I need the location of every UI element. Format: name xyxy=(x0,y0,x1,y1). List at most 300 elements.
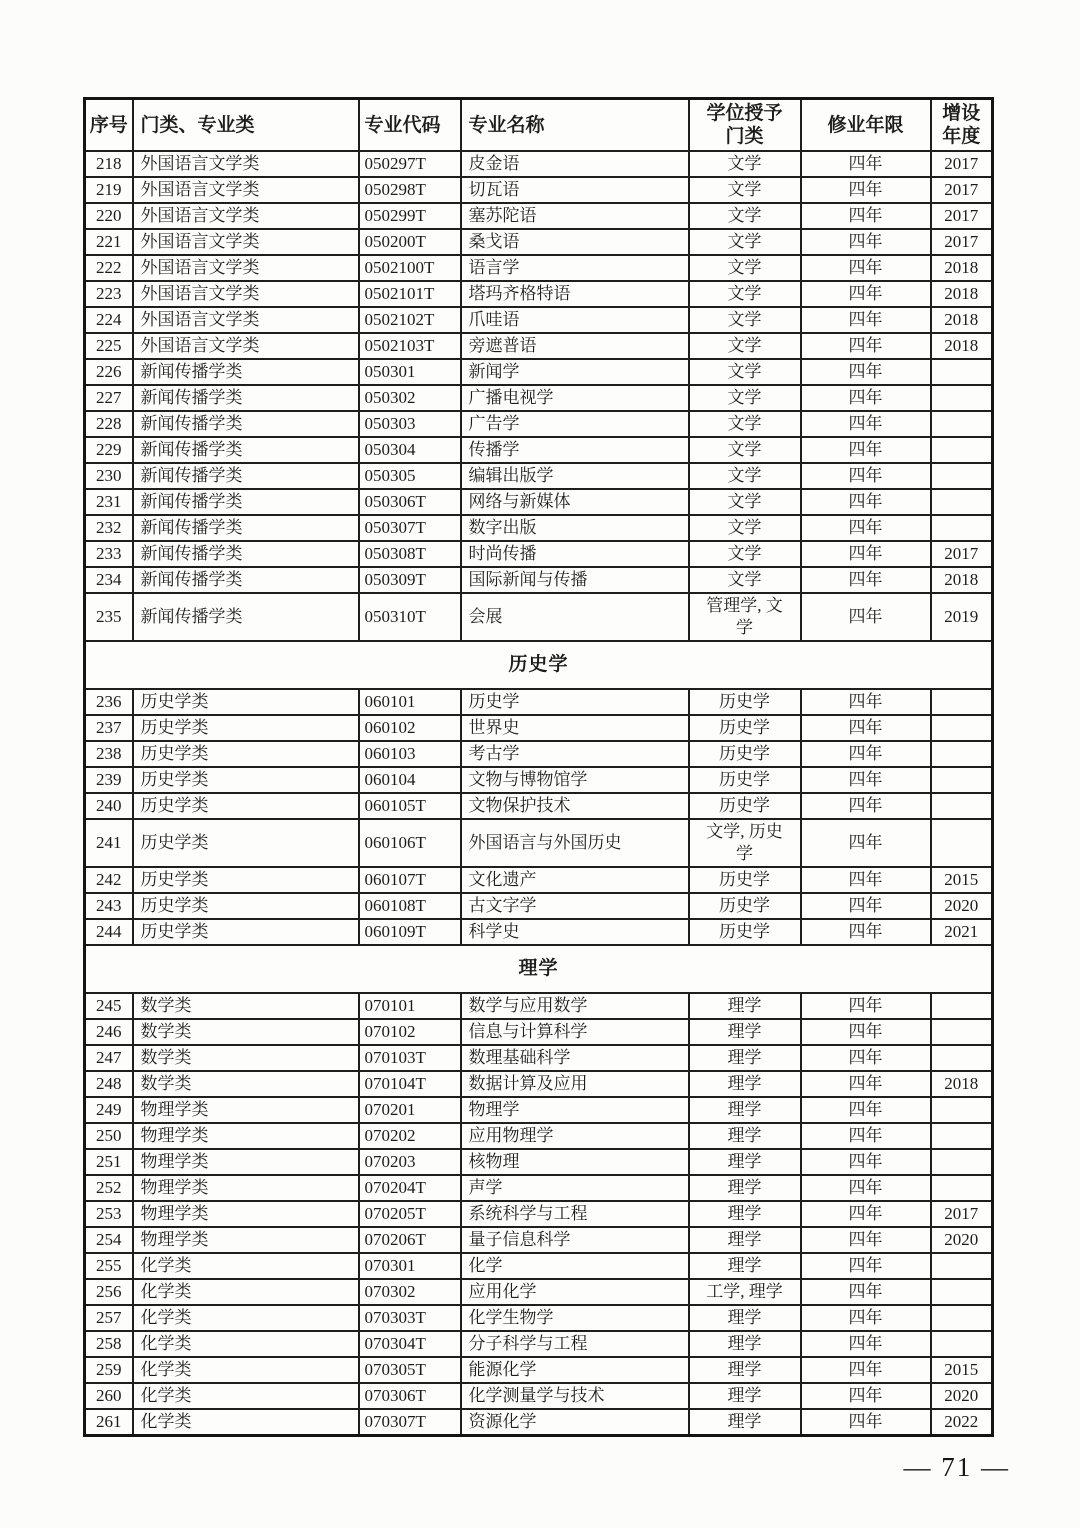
cell-added xyxy=(931,1123,993,1149)
cell-degree: 历史学 xyxy=(689,689,801,715)
cell-years: 四年 xyxy=(801,893,931,919)
column-header-name: 专业名称 xyxy=(461,99,689,152)
cell-no: 239 xyxy=(85,767,133,793)
cell-category: 历史学类 xyxy=(133,819,359,867)
cell-years: 四年 xyxy=(801,177,931,203)
cell-no: 244 xyxy=(85,919,133,945)
cell-added: 2018 xyxy=(931,567,993,593)
cell-added xyxy=(931,1045,993,1071)
cell-added: 2017 xyxy=(931,177,993,203)
cell-name: 声学 xyxy=(461,1175,689,1201)
table-row-239 xyxy=(85,767,993,793)
cell-category: 外国语言文学类 xyxy=(133,281,359,307)
cell-name: 科学史 xyxy=(461,919,689,945)
cell-degree: 历史学 xyxy=(689,741,801,767)
cell-added xyxy=(931,689,993,715)
cell-name: 时尚传播 xyxy=(461,541,689,567)
cell-degree: 文学 xyxy=(689,489,801,515)
cell-added xyxy=(931,793,993,819)
cell-added xyxy=(931,1253,993,1279)
table-row-218 xyxy=(85,151,993,177)
column-header-code: 专业代码 xyxy=(359,99,461,152)
cell-years: 四年 xyxy=(801,793,931,819)
cell-no: 224 xyxy=(85,307,133,333)
cell-category: 物理学类 xyxy=(133,1149,359,1175)
column-header-added: 增设年度 xyxy=(931,99,993,152)
cell-no: 220 xyxy=(85,203,133,229)
cell-degree: 理学 xyxy=(689,1357,801,1383)
cell-category: 新闻传播学类 xyxy=(133,463,359,489)
cell-degree: 文学 xyxy=(689,411,801,437)
cell-degree: 文学 xyxy=(689,229,801,255)
cell-degree: 历史学 xyxy=(689,867,801,893)
cell-years: 四年 xyxy=(801,489,931,515)
table-row-248 xyxy=(85,1071,993,1097)
cell-degree: 理学 xyxy=(689,1201,801,1227)
cell-category: 化学类 xyxy=(133,1357,359,1383)
cell-years: 四年 xyxy=(801,1279,931,1305)
cell-code: 0502102T xyxy=(359,307,461,333)
cell-no: 249 xyxy=(85,1097,133,1123)
cell-added xyxy=(931,489,993,515)
cell-name: 化学测量学与技术 xyxy=(461,1383,689,1409)
cell-category: 历史学类 xyxy=(133,919,359,945)
cell-code: 070103T xyxy=(359,1045,461,1071)
cell-degree: 文学 xyxy=(689,177,801,203)
cell-category: 化学类 xyxy=(133,1331,359,1357)
cell-years: 四年 xyxy=(801,229,931,255)
cell-no: 234 xyxy=(85,567,133,593)
table-row-237 xyxy=(85,715,993,741)
table-row-241 xyxy=(85,819,993,867)
cell-degree: 文学 xyxy=(689,385,801,411)
table-row-225 xyxy=(85,333,993,359)
cell-category: 外国语言文学类 xyxy=(133,333,359,359)
cell-name: 爪哇语 xyxy=(461,307,689,333)
cell-code: 050299T xyxy=(359,203,461,229)
cell-no: 247 xyxy=(85,1045,133,1071)
table-header xyxy=(85,99,993,152)
cell-code: 050302 xyxy=(359,385,461,411)
cell-degree: 文学 xyxy=(689,307,801,333)
cell-degree: 理学 xyxy=(689,1019,801,1045)
cell-years: 四年 xyxy=(801,1071,931,1097)
cell-years: 四年 xyxy=(801,385,931,411)
cell-category: 化学类 xyxy=(133,1305,359,1331)
cell-name: 切瓦语 xyxy=(461,177,689,203)
cell-code: 070302 xyxy=(359,1279,461,1305)
table-row-246 xyxy=(85,1019,993,1045)
cell-years: 四年 xyxy=(801,767,931,793)
cell-added: 2017 xyxy=(931,541,993,567)
cell-degree: 文学 xyxy=(689,255,801,281)
cell-code: 0502101T xyxy=(359,281,461,307)
cell-name: 国际新闻与传播 xyxy=(461,567,689,593)
cell-degree: 理学 xyxy=(689,993,801,1019)
table-row-233 xyxy=(85,541,993,567)
cell-category: 外国语言文学类 xyxy=(133,229,359,255)
cell-name: 编辑出版学 xyxy=(461,463,689,489)
cell-name: 分子科学与工程 xyxy=(461,1331,689,1357)
cell-years: 四年 xyxy=(801,689,931,715)
cell-category: 数学类 xyxy=(133,1019,359,1045)
cell-no: 246 xyxy=(85,1019,133,1045)
cell-years: 四年 xyxy=(801,515,931,541)
cell-code: 050297T xyxy=(359,151,461,177)
cell-code: 050301 xyxy=(359,359,461,385)
cell-degree: 文学 xyxy=(689,151,801,177)
table-row-242 xyxy=(85,867,993,893)
cell-category: 历史学类 xyxy=(133,767,359,793)
cell-added xyxy=(931,1019,993,1045)
cell-added: 2020 xyxy=(931,1227,993,1253)
cell-code: 070306T xyxy=(359,1383,461,1409)
cell-code: 070305T xyxy=(359,1357,461,1383)
cell-code: 050305 xyxy=(359,463,461,489)
cell-name: 塔玛齐格特语 xyxy=(461,281,689,307)
cell-no: 235 xyxy=(85,593,133,641)
cell-degree: 理学 xyxy=(689,1409,801,1436)
cell-no: 236 xyxy=(85,689,133,715)
cell-no: 256 xyxy=(85,1279,133,1305)
cell-added: 2017 xyxy=(931,151,993,177)
cell-code: 070301 xyxy=(359,1253,461,1279)
cell-code: 070104T xyxy=(359,1071,461,1097)
cell-code: 0502103T xyxy=(359,333,461,359)
cell-degree: 理学 xyxy=(689,1331,801,1357)
cell-years: 四年 xyxy=(801,203,931,229)
table-row-247 xyxy=(85,1045,993,1071)
cell-category: 数学类 xyxy=(133,1045,359,1071)
cell-added: 2020 xyxy=(931,1383,993,1409)
cell-years: 四年 xyxy=(801,1201,931,1227)
cell-no: 253 xyxy=(85,1201,133,1227)
cell-name: 文物与博物馆学 xyxy=(461,767,689,793)
cell-degree: 文学 xyxy=(689,203,801,229)
table-row-223 xyxy=(85,281,993,307)
cell-code: 050303 xyxy=(359,411,461,437)
cell-added xyxy=(931,1149,993,1175)
cell-years: 四年 xyxy=(801,1253,931,1279)
cell-code: 050306T xyxy=(359,489,461,515)
cell-years: 四年 xyxy=(801,1331,931,1357)
cell-code: 050309T xyxy=(359,567,461,593)
cell-degree: 文学 xyxy=(689,463,801,489)
cell-added: 2021 xyxy=(931,919,993,945)
cell-years: 四年 xyxy=(801,741,931,767)
table-header-row xyxy=(85,99,993,152)
cell-category: 历史学类 xyxy=(133,741,359,767)
cell-name: 桑戈语 xyxy=(461,229,689,255)
cell-code: 070303T xyxy=(359,1305,461,1331)
majors-table xyxy=(83,97,994,1437)
cell-category: 外国语言文学类 xyxy=(133,255,359,281)
cell-years: 四年 xyxy=(801,1305,931,1331)
cell-added: 2015 xyxy=(931,1357,993,1383)
cell-years: 四年 xyxy=(801,411,931,437)
cell-category: 新闻传播学类 xyxy=(133,541,359,567)
cell-years: 四年 xyxy=(801,567,931,593)
cell-years: 四年 xyxy=(801,1357,931,1383)
cell-degree: 理学 xyxy=(689,1383,801,1409)
cell-code: 060103 xyxy=(359,741,461,767)
cell-years: 四年 xyxy=(801,819,931,867)
cell-added: 2018 xyxy=(931,307,993,333)
cell-code: 050308T xyxy=(359,541,461,567)
cell-years: 四年 xyxy=(801,993,931,1019)
cell-no: 243 xyxy=(85,893,133,919)
table-row-226 xyxy=(85,359,993,385)
table-row-257 xyxy=(85,1305,993,1331)
cell-years: 四年 xyxy=(801,359,931,385)
cell-no: 226 xyxy=(85,359,133,385)
cell-degree: 历史学 xyxy=(689,793,801,819)
cell-years: 四年 xyxy=(801,151,931,177)
table-row-259 xyxy=(85,1357,993,1383)
table-row-231 xyxy=(85,489,993,515)
cell-degree: 历史学 xyxy=(689,893,801,919)
cell-no: 228 xyxy=(85,411,133,437)
cell-name: 信息与计算科学 xyxy=(461,1019,689,1045)
cell-name: 数学与应用数学 xyxy=(461,993,689,1019)
table-row-220 xyxy=(85,203,993,229)
cell-category: 历史学类 xyxy=(133,867,359,893)
cell-code: 070101 xyxy=(359,993,461,1019)
cell-name: 考古学 xyxy=(461,741,689,767)
cell-degree: 理学 xyxy=(689,1227,801,1253)
cell-added: 2018 xyxy=(931,333,993,359)
cell-added: 2018 xyxy=(931,1071,993,1097)
cell-added xyxy=(931,1331,993,1357)
cell-name: 新闻学 xyxy=(461,359,689,385)
cell-added xyxy=(931,741,993,767)
cell-no: 252 xyxy=(85,1175,133,1201)
cell-category: 物理学类 xyxy=(133,1123,359,1149)
cell-category: 数学类 xyxy=(133,993,359,1019)
cell-category: 化学类 xyxy=(133,1253,359,1279)
cell-no: 229 xyxy=(85,437,133,463)
cell-years: 四年 xyxy=(801,919,931,945)
table-row-234 xyxy=(85,567,993,593)
cell-name: 数理基础科学 xyxy=(461,1045,689,1071)
cell-category: 数学类 xyxy=(133,1071,359,1097)
cell-no: 258 xyxy=(85,1331,133,1357)
cell-no: 259 xyxy=(85,1357,133,1383)
cell-added xyxy=(931,819,993,867)
cell-years: 四年 xyxy=(801,1149,931,1175)
cell-category: 新闻传播学类 xyxy=(133,489,359,515)
cell-code: 060101 xyxy=(359,689,461,715)
cell-no: 241 xyxy=(85,819,133,867)
cell-added: 2019 xyxy=(931,593,993,641)
cell-degree: 文学 xyxy=(689,567,801,593)
cell-category: 化学类 xyxy=(133,1279,359,1305)
cell-no: 233 xyxy=(85,541,133,567)
cell-name: 应用化学 xyxy=(461,1279,689,1305)
cell-name: 系统科学与工程 xyxy=(461,1201,689,1227)
cell-name: 皮金语 xyxy=(461,151,689,177)
table-row-232 xyxy=(85,515,993,541)
table-row-254 xyxy=(85,1227,993,1253)
cell-code: 070205T xyxy=(359,1201,461,1227)
section-row xyxy=(85,945,993,993)
cell-added xyxy=(931,515,993,541)
cell-code: 060106T xyxy=(359,819,461,867)
cell-added: 2022 xyxy=(931,1409,993,1436)
table-row-258 xyxy=(85,1331,993,1357)
table-row-229 xyxy=(85,437,993,463)
cell-years: 四年 xyxy=(801,715,931,741)
cell-degree: 文学 xyxy=(689,437,801,463)
cell-years: 四年 xyxy=(801,1383,931,1409)
cell-degree: 理学 xyxy=(689,1123,801,1149)
cell-added xyxy=(931,385,993,411)
cell-no: 238 xyxy=(85,741,133,767)
cell-degree: 理学 xyxy=(689,1097,801,1123)
cell-added xyxy=(931,411,993,437)
cell-degree: 理学 xyxy=(689,1175,801,1201)
cell-years: 四年 xyxy=(801,593,931,641)
cell-no: 219 xyxy=(85,177,133,203)
section-title: 历史学 xyxy=(85,641,993,689)
cell-no: 250 xyxy=(85,1123,133,1149)
cell-degree: 历史学 xyxy=(689,919,801,945)
cell-code: 050310T xyxy=(359,593,461,641)
cell-code: 060108T xyxy=(359,893,461,919)
cell-degree: 工学, 理学 xyxy=(689,1279,801,1305)
table-row-221 xyxy=(85,229,993,255)
table-row-250 xyxy=(85,1123,993,1149)
section-row xyxy=(85,641,993,689)
cell-years: 四年 xyxy=(801,307,931,333)
cell-no: 227 xyxy=(85,385,133,411)
cell-category: 物理学类 xyxy=(133,1097,359,1123)
cell-no: 248 xyxy=(85,1071,133,1097)
cell-name: 核物理 xyxy=(461,1149,689,1175)
cell-category: 新闻传播学类 xyxy=(133,437,359,463)
cell-category: 物理学类 xyxy=(133,1201,359,1227)
column-header-category: 门类、专业类 xyxy=(133,99,359,152)
cell-code: 070304T xyxy=(359,1331,461,1357)
cell-name: 网络与新媒体 xyxy=(461,489,689,515)
cell-name: 应用物理学 xyxy=(461,1123,689,1149)
table-row-251 xyxy=(85,1149,993,1175)
cell-category: 外国语言文学类 xyxy=(133,203,359,229)
cell-category: 历史学类 xyxy=(133,689,359,715)
table-row-256 xyxy=(85,1279,993,1305)
cell-no: 257 xyxy=(85,1305,133,1331)
cell-category: 外国语言文学类 xyxy=(133,177,359,203)
cell-degree: 文学 xyxy=(689,333,801,359)
cell-years: 四年 xyxy=(801,1227,931,1253)
cell-degree: 历史学 xyxy=(689,715,801,741)
cell-category: 历史学类 xyxy=(133,793,359,819)
cell-code: 060104 xyxy=(359,767,461,793)
cell-category: 历史学类 xyxy=(133,893,359,919)
column-header-degree: 学位授予门类 xyxy=(689,99,801,152)
cell-name: 资源化学 xyxy=(461,1409,689,1436)
cell-degree: 理学 xyxy=(689,1253,801,1279)
cell-name: 能源化学 xyxy=(461,1357,689,1383)
cell-category: 新闻传播学类 xyxy=(133,515,359,541)
cell-no: 231 xyxy=(85,489,133,515)
cell-name: 量子信息科学 xyxy=(461,1227,689,1253)
cell-name: 语言学 xyxy=(461,255,689,281)
cell-code: 050200T xyxy=(359,229,461,255)
cell-code: 070202 xyxy=(359,1123,461,1149)
cell-category: 新闻传播学类 xyxy=(133,359,359,385)
cell-name: 外国语言与外国历史 xyxy=(461,819,689,867)
cell-code: 070307T xyxy=(359,1409,461,1436)
cell-added: 2015 xyxy=(931,867,993,893)
cell-added xyxy=(931,1305,993,1331)
cell-category: 物理学类 xyxy=(133,1227,359,1253)
cell-category: 历史学类 xyxy=(133,715,359,741)
cell-category: 新闻传播学类 xyxy=(133,411,359,437)
cell-years: 四年 xyxy=(801,541,931,567)
table-row-238 xyxy=(85,741,993,767)
cell-degree: 文学 xyxy=(689,515,801,541)
cell-years: 四年 xyxy=(801,333,931,359)
cell-years: 四年 xyxy=(801,1123,931,1149)
cell-no: 222 xyxy=(85,255,133,281)
section-title: 理学 xyxy=(85,945,993,993)
cell-code: 070102 xyxy=(359,1019,461,1045)
table-row-260 xyxy=(85,1383,993,1409)
cell-code: 060105T xyxy=(359,793,461,819)
cell-code: 050307T xyxy=(359,515,461,541)
cell-added xyxy=(931,1175,993,1201)
cell-category: 新闻传播学类 xyxy=(133,593,359,641)
cell-name: 会展 xyxy=(461,593,689,641)
cell-degree: 理学 xyxy=(689,1071,801,1097)
cell-no: 254 xyxy=(85,1227,133,1253)
cell-category: 物理学类 xyxy=(133,1175,359,1201)
cell-code: 070203 xyxy=(359,1149,461,1175)
cell-no: 218 xyxy=(85,151,133,177)
table-row-245 xyxy=(85,993,993,1019)
table-row-222 xyxy=(85,255,993,281)
cell-code: 050304 xyxy=(359,437,461,463)
cell-added xyxy=(931,437,993,463)
cell-added xyxy=(931,463,993,489)
cell-category: 外国语言文学类 xyxy=(133,307,359,333)
cell-name: 化学生物学 xyxy=(461,1305,689,1331)
table-row-261 xyxy=(85,1409,993,1436)
cell-added xyxy=(931,767,993,793)
cell-added xyxy=(931,1279,993,1305)
cell-code: 070201 xyxy=(359,1097,461,1123)
cell-added xyxy=(931,359,993,385)
cell-no: 230 xyxy=(85,463,133,489)
cell-added: 2017 xyxy=(931,1201,993,1227)
cell-code: 0502100T xyxy=(359,255,461,281)
cell-added: 2018 xyxy=(931,255,993,281)
cell-added xyxy=(931,715,993,741)
cell-years: 四年 xyxy=(801,437,931,463)
cell-degree: 文学 xyxy=(689,359,801,385)
cell-code: 060107T xyxy=(359,867,461,893)
cell-no: 225 xyxy=(85,333,133,359)
cell-years: 四年 xyxy=(801,1409,931,1436)
cell-category: 化学类 xyxy=(133,1409,359,1436)
cell-no: 255 xyxy=(85,1253,133,1279)
cell-name: 传播学 xyxy=(461,437,689,463)
cell-code: 070204T xyxy=(359,1175,461,1201)
table-body xyxy=(85,151,993,1436)
majors-table-container xyxy=(83,97,994,1437)
table-row-236 xyxy=(85,689,993,715)
